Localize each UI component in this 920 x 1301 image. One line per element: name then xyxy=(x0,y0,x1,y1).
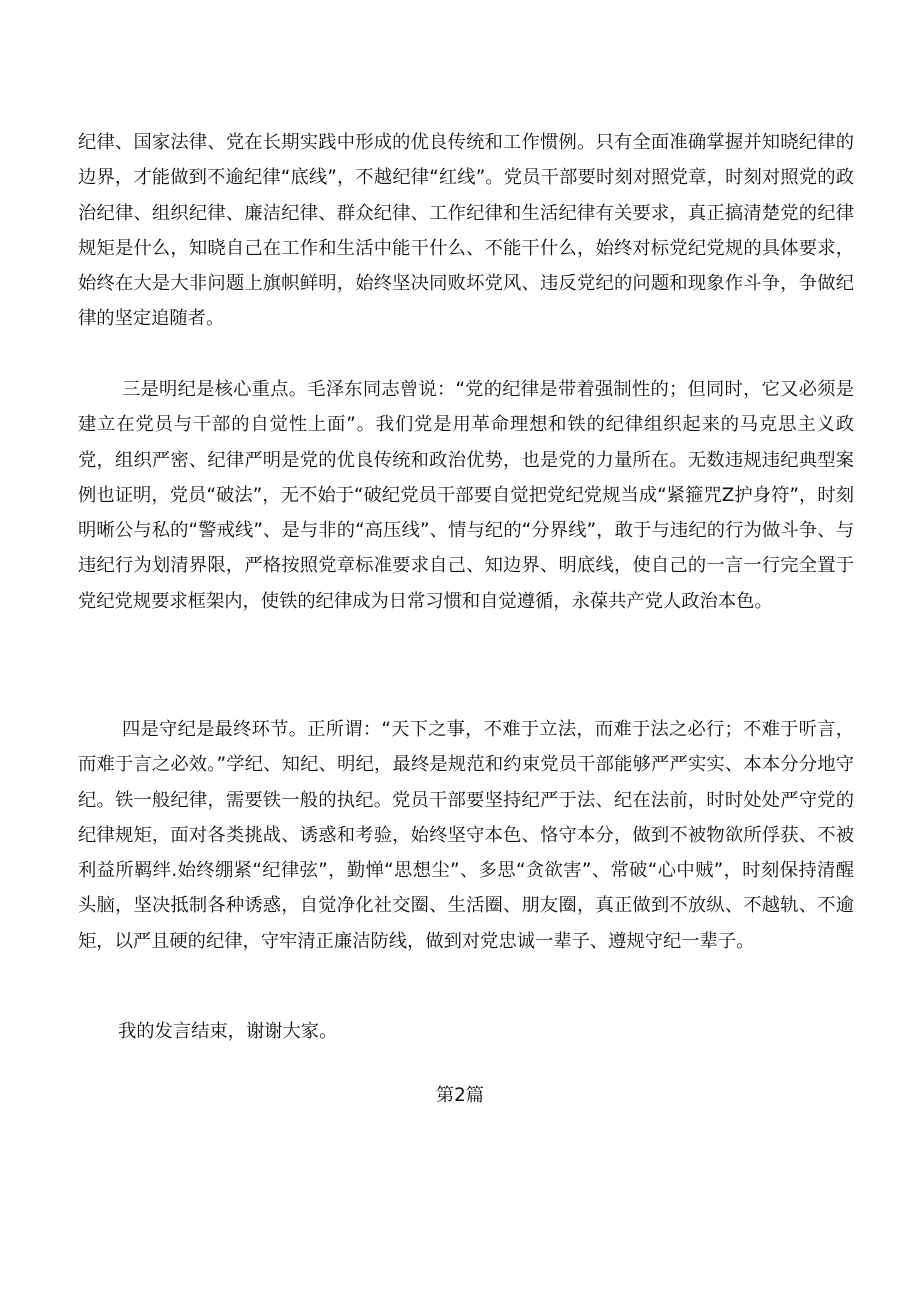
paragraph-keeping-discipline: 四是守纪是最终环节。正所谓：“天下之事，不难于立法，而难于法之必行；不难于听言，而难于言之必效。”学纪、知纪、明纪，最终是规范和约束党员干部能够严严实实、本本分分地守纪。铁一般纪律，需要铁一般的执纪。党员干部要坚持纪严于法、纪在法前，时时处处严守党的纪律规矩，面对各类挑战、诱惑和考验，始终坚守本色、恪守本分，做到不被物欲所俘获、不被利益所羁绊.始终绷紧“纪律弦”，勤惮“思想尘”、多思“贪欲害”、常破“心中贼”，时刻保持清醒头脑，坚决抵制各种诱惑，自觉净化社交圈、生活圈、朋友圈，真正做到不放纵、不越轨、不逾矩，以严且硬的纪律，守牢清正廉洁防线，做到对党忠诚一辈子、遵规守纪一辈子。 xyxy=(78,719,854,952)
paragraph-discipline-boundaries: 纪律、国家法律、党在长期实践中形成的优良传统和工作惯例。只有全面准确掌握并知晓纪律的边界，才能做到不逾纪律“底线”，不越纪律“红线”。党员干部要时刻对照党章，时刻对照党的政治纪律、组织纪律、廉洁纪律、群众纪律、工作纪律和生活纪律有关要求，真正搞清楚党的纪律规矩是什么，知晓自己在工作和生活中能干什么、不能干什么，始终对标党纪党规的具体要求，始终在大是大非问题上旗帜鲜明，始终坚决同败坏党风、违反党纪的问题和现象作斗争，争做纪律的坚定追随者。 xyxy=(78,132,854,330)
paragraph-closing-remarks: 我的发言结束，谢谢大家。 xyxy=(118,1021,338,1042)
paragraph-understanding-discipline: 三是明纪是核心重点。毛泽东同志曾说：“党的纪律是带着强制性的；但同时，它又必须是建立在党员与干部的自觉性上面”。我们党是用革命理想和铁的纪律组织起来的马克思主义政党，组织严密、纪律严明是党的优良传统和政治优势，也是党的力量所在。无数违规违纪典型案例也证明，党员“破法”，无不始于“破纪党员干部要自觉把党纪党规当成“紧箍咒Z护身符”，时刻明晰公与私的“警戒线”、是与非的“高压线”、情与纪的“分界线”，敢于与违纪的行为做斗争、与违纪行为划清界限，严格按照党章标准要求自己、知边界、明底线，使自己的一言一行完全置于党纪党规要求框架内，使铁的纪律成为日常习惯和自觉遵循，永葆共产党人政治本色。 xyxy=(78,379,854,612)
section-heading: 第2篇 xyxy=(435,1085,485,1106)
